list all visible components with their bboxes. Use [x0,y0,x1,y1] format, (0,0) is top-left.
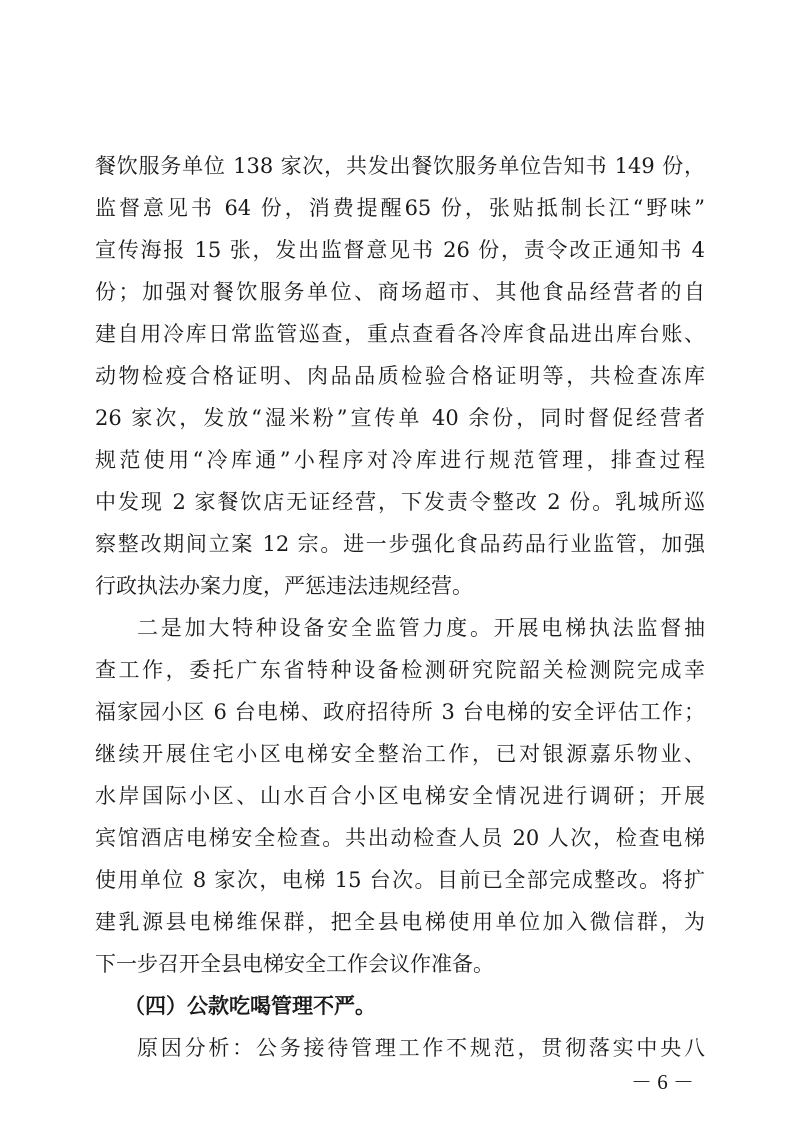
paragraph-start-line: 二是加大特种设备安全监管力度。开展电梯执法监督抽 [137,616,705,640]
body-line: 下一步召开全县电梯安全工作会议作准备。 [95,952,494,976]
body-line: 宣传海报 15 张，发出监督意见书 26 份，责令改正通知书 4 [95,238,705,262]
paragraph-start-line: 原因分析：公务接待管理工作不规范，贯彻落实中央八 [137,1036,705,1060]
body-line: 查工作，委托广东省特种设备检测研究院韶关检测院完成幸 [95,658,705,682]
section-heading: （四）公款吃喝管理不严。 [124,994,376,1018]
body-line: 规范使用“冷库通”小程序对冷库进行规范管理，排查过程 [95,448,705,472]
body-line: 动物检疫合格证明、肉品品质检验合格证明等，共检查冻库 [95,364,705,388]
body-line: 察整改期间立案 12 宗。进一步强化食品药品行业监管，加强 [95,532,705,556]
body-line: 行政执法办案力度，严惩违法违规经营。 [95,574,473,598]
body-line: 餐饮服务单位 138 家次，共发出餐饮服务单位告知书 149 份， [95,154,705,178]
body-line: 宾馆酒店电梯安全检查。共出动检查人员 20 人次，检查电梯 [95,826,705,850]
body-line: 建自用冷库日常监管巡查，重点查看各冷库食品进出库台账、 [95,322,705,346]
body-line: 26 家次，发放“湿米粉”宣传单 40 余份，同时督促经营者 [95,406,705,430]
body-line: 监督意见书 64 份，消费提醒65 份，张贴抵制长江“野味” [95,196,705,220]
body-line: 水岸国际小区、山水百合小区电梯安全情况进行调研；开展 [95,784,705,808]
body-line: 福家园小区 6 台电梯、政府招待所 3 台电梯的安全评估工作； [95,700,705,724]
body-line: 建乳源县电梯维保群，把全县电梯使用单位加入微信群，为 [95,910,705,934]
body-line: 继续开展住宅小区电梯安全整治工作，已对银源嘉乐物业、 [95,742,705,766]
body-line: 份；加强对餐饮服务单位、商场超市、其他食品经营者的自 [95,280,705,304]
body-line: 使用单位 8 家次，电梯 15 台次。目前已全部完成整改。将扩 [95,868,705,892]
body-line: 中发现 2 家餐饮店无证经营，下发责令整改 2 份。乳城所巡 [95,490,705,514]
page-number: － 6 － [631,1070,694,1094]
